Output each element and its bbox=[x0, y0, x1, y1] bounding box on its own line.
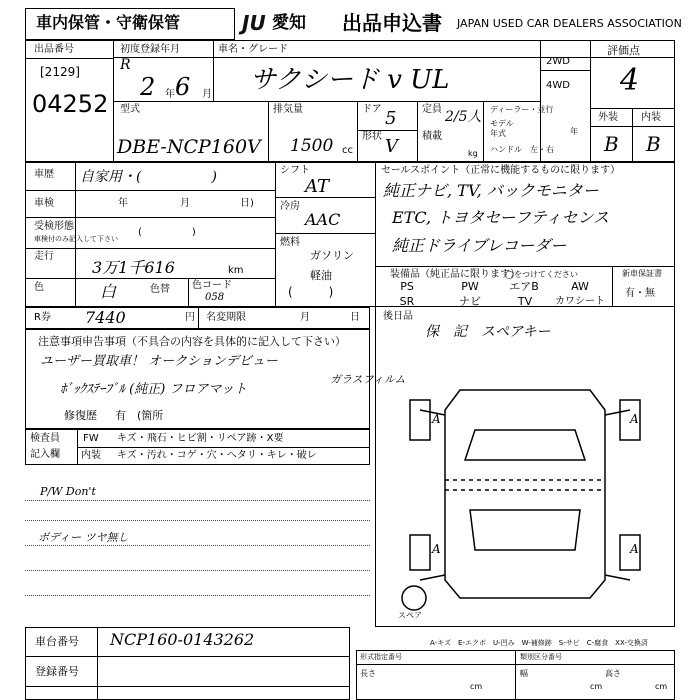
equip-pw[interactable]: PW bbox=[461, 280, 479, 293]
jisseki-note: 車検付のみ記入して下さい bbox=[34, 235, 118, 243]
car-name-value: サクシード v UL bbox=[250, 65, 450, 95]
equip-ps[interactable]: PS bbox=[400, 280, 414, 293]
fuel-diesel[interactable]: 軽油 bbox=[310, 269, 332, 282]
doors-label: ドア bbox=[362, 104, 382, 115]
registration-label: 初度登録年月 bbox=[120, 44, 180, 55]
fuel-label: 燃料 bbox=[280, 237, 300, 248]
history-label: 車歴 bbox=[34, 169, 54, 180]
damage-legend: A-キズ E-エクボ U-凹み W-補修跡 S-サビ C-腐食 XX-交換済 bbox=[430, 639, 648, 647]
displacement-unit: cc bbox=[342, 145, 353, 156]
doors-value: 5 bbox=[385, 108, 397, 129]
spare-label: スペア bbox=[398, 611, 422, 620]
registration-year: 2 bbox=[140, 73, 156, 101]
ju-logo: JU bbox=[242, 11, 266, 35]
registration-era: R bbox=[120, 57, 131, 73]
drive-4wd[interactable]: 4WD bbox=[546, 80, 570, 91]
damage-mark-rear-left: A bbox=[432, 542, 441, 556]
org-name: 愛知 bbox=[272, 13, 306, 33]
car-name-label: 車名・グレード bbox=[218, 44, 288, 55]
equip-navi[interactable]: ナビ bbox=[459, 295, 481, 308]
chassis-label: 車台番号 bbox=[35, 635, 79, 648]
color-label: 色 bbox=[34, 282, 44, 293]
selling-point-line-3: 純正ドライブレコーダー bbox=[392, 236, 567, 255]
color-change-label: 色替 bbox=[150, 284, 170, 295]
notes-line-2: ﾎﾞｯｸｽﾃｰﾌﾞﾙ (純正) フロアマット bbox=[60, 382, 247, 397]
dealer-label[interactable]: ディーラー・並行 bbox=[490, 105, 554, 114]
equip-tv[interactable]: TV bbox=[517, 295, 533, 308]
class-label: 類別区分番号 bbox=[520, 653, 562, 661]
shift-label: シフト bbox=[280, 165, 310, 176]
inspector-label-1: 検査員 bbox=[30, 433, 60, 444]
height-label: 高さ bbox=[605, 669, 621, 678]
car-diagram bbox=[390, 370, 660, 620]
color-code-value: 058 bbox=[205, 292, 225, 303]
name-change-label: 名変期限 bbox=[206, 312, 246, 323]
width-unit: cm bbox=[590, 682, 603, 691]
load-unit: kg bbox=[468, 149, 478, 158]
rear-label: 後日品 bbox=[383, 311, 413, 322]
capacity-value: 2/5人 bbox=[445, 109, 482, 125]
jisseki-label: 受検形態 bbox=[34, 221, 74, 232]
damage-mark-front-right: A bbox=[630, 412, 639, 426]
year-unit: 年 bbox=[165, 89, 175, 100]
handle-label[interactable]: ハンドル 左・右 bbox=[490, 145, 554, 154]
drive-2wd[interactable]: 2WD bbox=[546, 56, 570, 67]
rear-value: 保 記 スペアキー bbox=[425, 324, 551, 340]
interior-inspect-label: 内装 bbox=[81, 450, 101, 461]
form-label: 形式指定番号 bbox=[360, 653, 402, 661]
inspection-month: 月 bbox=[180, 198, 190, 209]
interior-inspect-text: キズ・汚れ・コゲ・穴・へタリ・キレ・破レ bbox=[117, 450, 317, 461]
interior-label: 内装 bbox=[641, 112, 661, 123]
registration-month: 6 bbox=[175, 73, 191, 101]
lot-label: 出品番号 bbox=[34, 44, 74, 55]
month-unit: 月 bbox=[202, 89, 212, 100]
mileage-value: 3万1千616 bbox=[92, 258, 175, 277]
inspector-label-2: 記入欄 bbox=[30, 449, 60, 460]
model-value: DBE-NCP160V bbox=[117, 136, 261, 158]
selling-point-line-2: ETC, トヨタセーフティセンス bbox=[392, 208, 609, 227]
shape-value: V bbox=[385, 136, 398, 157]
storage-label: 車内保管・守衛保管 bbox=[36, 13, 181, 32]
repair-value: 有 (箇所 bbox=[115, 409, 164, 422]
mileage-label: 走行 bbox=[34, 251, 54, 262]
page-title: 出品申込書 bbox=[342, 11, 442, 35]
dealer-year-label: 年式 bbox=[490, 129, 506, 138]
notes-side-note: ガラスフィルム bbox=[330, 373, 406, 386]
load-label: 積載 bbox=[422, 131, 442, 142]
lot-number: 04252 bbox=[32, 90, 109, 118]
equipment-note: ◯をつけてください bbox=[505, 270, 578, 279]
mileage-unit: km bbox=[228, 265, 244, 276]
equip-airbag[interactable]: エアB bbox=[509, 280, 539, 293]
selling-points-label: セールスポイント（正常に機能するものに限ります） bbox=[381, 165, 621, 176]
lot-bracket: [2129] bbox=[40, 65, 80, 79]
fuel-paren: ( ) bbox=[288, 285, 334, 299]
notes-line-1: ユーザー買取車！ オークションデビュー bbox=[40, 354, 278, 369]
color-code-label: 色コード bbox=[192, 280, 232, 291]
recycle-unit: 円 bbox=[185, 312, 195, 323]
equip-sr[interactable]: SR bbox=[399, 295, 415, 308]
exterior-label: 外装 bbox=[598, 112, 618, 123]
recycle-label: R券 bbox=[34, 312, 51, 323]
selling-point-line-1: 純正ナビ, TV, バックモニター bbox=[383, 181, 599, 200]
register-label: 登録番号 bbox=[35, 665, 79, 678]
inspection-year: 年 bbox=[118, 198, 128, 209]
recycle-value: 7440 bbox=[85, 308, 126, 327]
inspector-line-1: P/W Don't bbox=[40, 485, 96, 498]
jisseki-value: ( ) bbox=[138, 227, 196, 238]
height-unit: cm bbox=[655, 682, 668, 691]
notes-label: 注意事項申告事項（不具合の内容を具体的に記入して下さい） bbox=[38, 335, 346, 348]
association-label: JAPAN USED CAR DEALERS ASSOCIATION bbox=[457, 17, 682, 30]
name-change-day: 日 bbox=[350, 312, 360, 323]
fuel-gasoline[interactable]: ガソリン bbox=[310, 249, 354, 262]
color-value: 白 bbox=[100, 282, 117, 301]
fw-text: キズ・飛石・ヒビ割・リペア跡・X要 bbox=[117, 433, 284, 444]
chassis-value: NCP160-0143262 bbox=[110, 630, 255, 649]
history-value: 自家用・( ) bbox=[80, 169, 217, 185]
shift-value: AT bbox=[305, 176, 330, 197]
score-label: 評価点 bbox=[607, 44, 640, 57]
fw-label: FW bbox=[83, 433, 99, 444]
equip-aw[interactable]: AW bbox=[571, 280, 589, 293]
name-change-month: 月 bbox=[300, 312, 310, 323]
warranty-label: 新車保証書 bbox=[622, 269, 662, 278]
length-unit: cm bbox=[470, 682, 483, 691]
damage-mark-rear-right: A bbox=[630, 542, 639, 556]
damage-mark-front-left: A bbox=[432, 412, 441, 426]
score-value: 4 bbox=[620, 63, 640, 98]
dealer-year-unit: 年 bbox=[570, 127, 578, 136]
cooler-value: AAC bbox=[305, 210, 341, 229]
model-label: 型式 bbox=[120, 104, 140, 115]
displacement-value: 1500 bbox=[290, 136, 334, 156]
inspection-label: 車検 bbox=[34, 198, 54, 209]
equip-leather[interactable]: カワシート bbox=[555, 296, 605, 307]
width-label: 幅 bbox=[520, 669, 528, 678]
inspection-day: 日) bbox=[240, 198, 254, 209]
inspector-line-2: ボディー ツヤ無し bbox=[38, 531, 129, 544]
shape-label: 形状 bbox=[362, 131, 382, 142]
displacement-label: 排気量 bbox=[273, 104, 303, 115]
cooler-label: 冷房 bbox=[280, 201, 300, 212]
warranty-value[interactable]: 有・無 bbox=[625, 288, 655, 299]
repair-label: 修復歴 bbox=[64, 409, 97, 422]
equipment-label: 装備品（純正品に限ります） bbox=[390, 269, 520, 280]
dealer-model-label: モデル bbox=[490, 119, 514, 128]
length-label: 長さ bbox=[360, 669, 376, 678]
capacity-label: 定員 bbox=[422, 104, 442, 115]
exterior-grade: B bbox=[604, 132, 619, 156]
interior-grade: B bbox=[646, 132, 661, 156]
